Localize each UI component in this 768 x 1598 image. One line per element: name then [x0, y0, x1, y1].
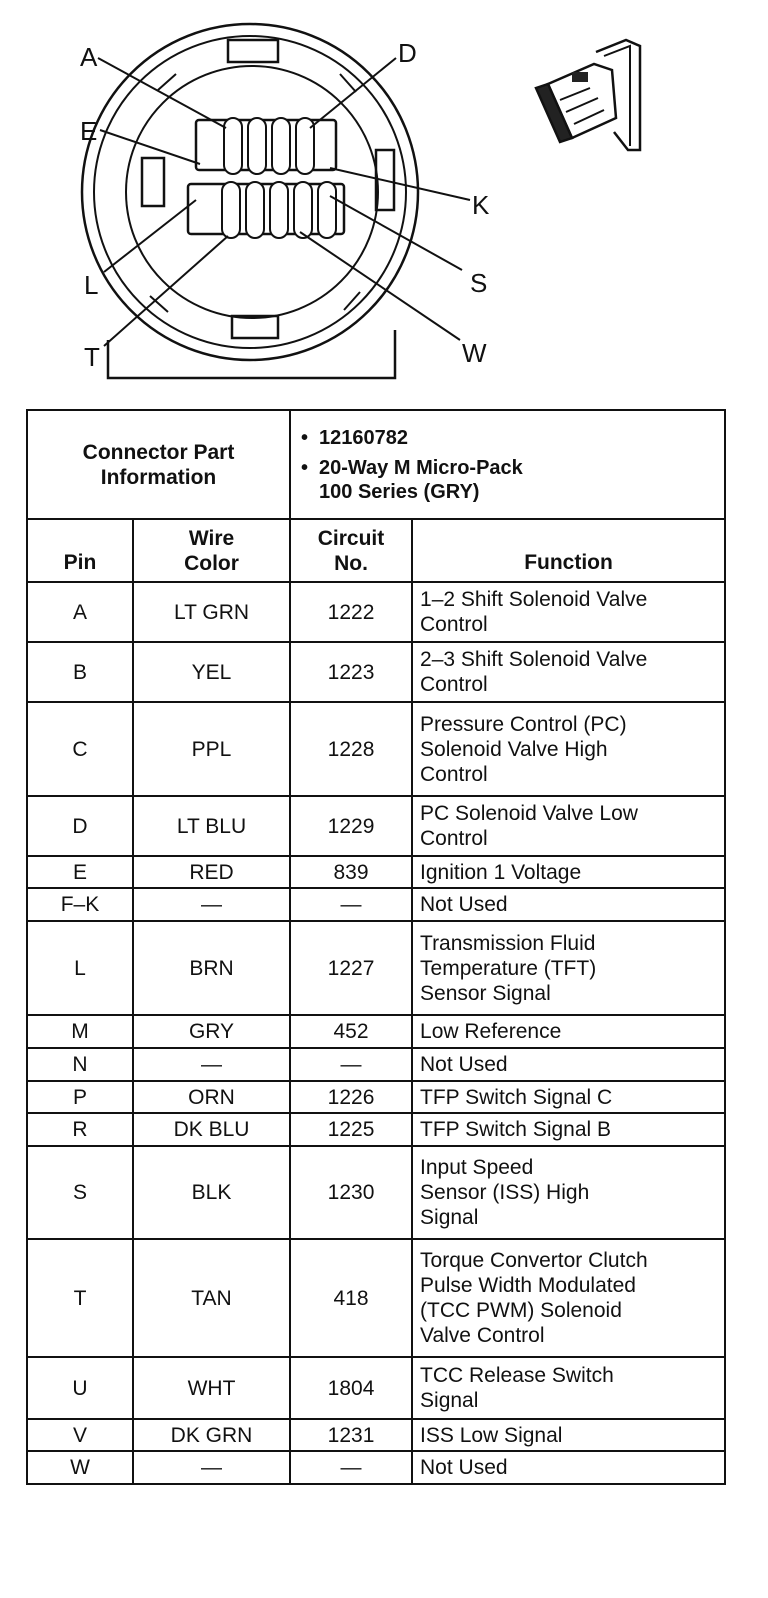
wire-color-cell: LT GRN [133, 582, 290, 642]
pin-cell: L [27, 921, 133, 1015]
function-line: Not Used [420, 893, 508, 916]
wire-color-cell: — [133, 888, 290, 921]
function-line: Temperature (TFT) [420, 956, 597, 980]
circuit-cell: 1228 [290, 702, 412, 796]
function-line: Pulse Width Modulated [420, 1274, 636, 1297]
function-cell [412, 1357, 725, 1419]
callout-t: T [84, 342, 100, 372]
callout-e: E [80, 116, 98, 146]
function-line: Signal [420, 1389, 479, 1412]
pin-cell: V [27, 1419, 133, 1451]
header-function: Function [412, 519, 725, 582]
pin-row [27, 1113, 725, 1146]
wire-color-cell: DK GRN [133, 1419, 290, 1451]
function-line: Ignition 1 Voltage [420, 860, 582, 884]
connector-info-label: Connector Part Information [27, 410, 290, 519]
function-line: (TCC PWM) Solenoid [420, 1299, 622, 1322]
function-line: Pressure Control (PC) [420, 712, 627, 736]
function-line: ISS Low Signal [420, 1423, 563, 1447]
callout-a: A [80, 42, 98, 72]
circuit-cell: — [290, 1451, 412, 1484]
circuit-cell: 1804 [290, 1357, 412, 1419]
circuit-cell: 1230 [290, 1146, 412, 1239]
function-cell [412, 1048, 725, 1081]
circuit-cell: 1227 [290, 921, 412, 1015]
connector-side-view [536, 40, 640, 150]
function-line: Sensor Signal [420, 981, 551, 1005]
pin-row [27, 582, 725, 642]
wire-color-cell: TAN [133, 1239, 290, 1357]
function-cell [412, 1451, 725, 1484]
function-cell [412, 582, 725, 642]
function-line: TFP Switch Signal B [420, 1118, 612, 1141]
part-number: 12160782 [319, 426, 408, 449]
circuit-cell: 839 [290, 856, 412, 888]
wire-color-cell: RED [133, 856, 290, 888]
function-line: Low Reference [420, 1020, 562, 1043]
circuit-cell: 1223 [290, 642, 412, 702]
pin-cell: R [27, 1113, 133, 1146]
function-line: Not Used [420, 1456, 508, 1479]
circuit-cell: 1226 [290, 1081, 412, 1113]
pin-cell: D [27, 796, 133, 856]
pin-row [27, 1015, 725, 1048]
function-line: Valve Control [420, 1324, 545, 1347]
pin-cell: T [27, 1239, 133, 1357]
pin-row [27, 1239, 725, 1357]
function-line: TFP Switch Signal C [420, 1085, 613, 1109]
wire-color-cell: GRY [133, 1015, 290, 1048]
function-line: Control [420, 762, 488, 786]
pin-cell: F–K [27, 888, 133, 921]
callout-d: D [398, 38, 417, 68]
function-line: Solenoid Valve High [420, 737, 608, 761]
function-cell [412, 642, 725, 702]
wire-color-cell: BLK [133, 1146, 290, 1239]
function-line: Control [420, 673, 488, 696]
pin-row [27, 1081, 725, 1113]
circuit-cell: 1225 [290, 1113, 412, 1146]
pin-cell: M [27, 1015, 133, 1048]
pin-cell: C [27, 702, 133, 796]
function-line: 1–2 Shift Solenoid Valve [420, 588, 648, 611]
wire-color-cell: LT BLU [133, 796, 290, 856]
pin-row [27, 856, 725, 888]
connector-description-1: 20-Way M Micro-Pack [319, 456, 523, 479]
connector-face-diagram [0, 0, 768, 400]
circuit-cell: 1229 [290, 796, 412, 856]
pin-row [27, 1357, 725, 1419]
pin-row [27, 1451, 725, 1484]
function-line: Sensor (ISS) High [420, 1181, 590, 1204]
pin-row [27, 1048, 725, 1081]
wire-color-cell: DK BLU [133, 1113, 290, 1146]
header-circuit-line2: No. [334, 551, 368, 575]
function-cell [412, 1239, 725, 1357]
function-line: TCC Release Switch [420, 1364, 614, 1387]
wire-color-cell: — [133, 1451, 290, 1484]
wire-color-cell: BRN [133, 921, 290, 1015]
header-pin: Pin [27, 519, 133, 582]
pin-row [27, 702, 725, 796]
function-cell [412, 1146, 725, 1239]
circuit-cell: — [290, 1048, 412, 1081]
circuit-cell: 1231 [290, 1419, 412, 1451]
function-line: Input Speed [420, 1156, 534, 1179]
callout-l: L [84, 270, 99, 300]
pin-row [27, 642, 725, 702]
connector-info-values [290, 410, 725, 519]
function-cell [412, 1015, 725, 1048]
pin-cell: S [27, 1146, 133, 1239]
function-line: Control [420, 827, 488, 850]
callout-k: K [472, 190, 490, 220]
pin-cell: A [27, 582, 133, 642]
wire-color-cell: PPL [133, 702, 290, 796]
wire-color-cell: — [133, 1048, 290, 1081]
header-wire-color-line1: Wire [188, 526, 235, 550]
function-line: Torque Convertor Clutch [420, 1249, 648, 1272]
wire-color-cell: ORN [133, 1081, 290, 1113]
pin-row [27, 921, 725, 1015]
header-circuit-line1: Circuit [317, 526, 385, 550]
circuit-cell: 452 [290, 1015, 412, 1048]
pin-cell: B [27, 642, 133, 702]
pin-cell: N [27, 1048, 133, 1081]
bullet-1: • [301, 426, 309, 449]
function-cell [412, 702, 725, 796]
header-circuit-no [290, 519, 412, 582]
function-line: Not Used [420, 1053, 508, 1076]
pin-cell: W [27, 1451, 133, 1484]
function-line: Control [420, 613, 488, 636]
header-wire-color [133, 519, 290, 582]
connector-info-row [27, 410, 725, 519]
pin-cell: P [27, 1081, 133, 1113]
function-cell [412, 856, 725, 888]
connector-description-2: 100 Series (GRY) [319, 480, 480, 503]
column-header-row [27, 519, 725, 582]
wire-color-cell: WHT [133, 1357, 290, 1419]
header-wire-color-line2: Color [184, 551, 239, 575]
callout-w: W [462, 338, 487, 368]
pin-row [27, 1146, 725, 1239]
function-line: Signal [420, 1206, 479, 1229]
wire-color-cell: YEL [133, 642, 290, 702]
function-cell [412, 1419, 725, 1451]
function-cell [412, 1081, 725, 1113]
function-cell [412, 1113, 725, 1146]
function-cell [412, 888, 725, 921]
function-line: PC Solenoid Valve Low [420, 802, 638, 825]
function-cell [412, 796, 725, 856]
bullet-2: • [301, 456, 309, 479]
pin-row [27, 888, 725, 921]
function-line: 2–3 Shift Solenoid Valve [420, 648, 648, 671]
function-cell [412, 921, 725, 1015]
pin-row [27, 796, 725, 856]
circuit-cell: 1222 [290, 582, 412, 642]
circuit-cell: 418 [290, 1239, 412, 1357]
pin-row [27, 1419, 725, 1451]
function-line: Transmission Fluid [420, 931, 596, 955]
pin-cell: U [27, 1357, 133, 1419]
pin-cell: E [27, 856, 133, 888]
callout-s: S [470, 268, 488, 298]
pinout-table [26, 409, 726, 1485]
circuit-cell: — [290, 888, 412, 921]
